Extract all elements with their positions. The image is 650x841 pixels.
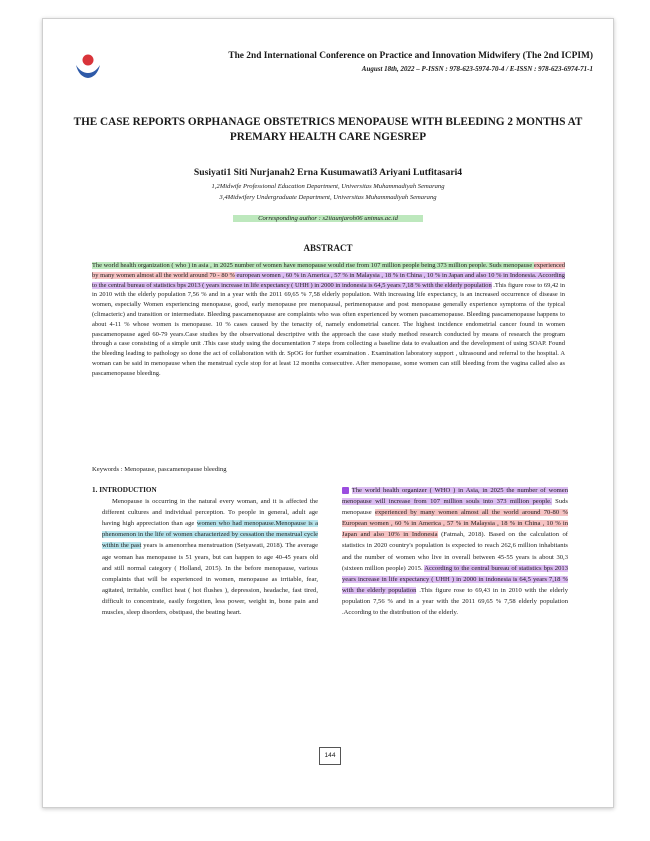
conference-title: The 2nd International Conference on Practice and Innovation Midwifery (The 2nd ICPIM) — [228, 51, 593, 61]
keywords: Keywords : Menopause, pascamenopause bleeding — [92, 466, 227, 473]
annotation-marker-icon[interactable] — [342, 487, 349, 494]
conference-header — [73, 49, 593, 101]
abstract-heading: ABSTRACT — [303, 243, 353, 253]
abstract-text-e: years increase in life expectancy ( UHH ) in 2000 in indonesia is 64,5 years 7,18 % with the elderly population — [205, 281, 492, 289]
affiliation-2: 3,4Midwifery Undergraduate Department, Universitas Muhammadiyah Semarang — [219, 194, 437, 201]
introduction-heading: 1. INTRODUCTION — [92, 486, 157, 494]
corresponding-author: Corresponding author : s2iiaunjaroh06 unimus.ac.id — [233, 215, 423, 222]
right-text-d: (Fatmah, 2018). Based on the calculation of statistics in 2020 country's population is expected to reach 262,6 million inhabitants and the number of women who live in overall between 45-55 years is about 30,3 (sixteen million people) 2015. — [342, 531, 569, 572]
right-text-a: The world health organizer ( WHO ) in Asia, in 2025 the number of women menopause will increase from 107 million souls into 373 million people. — [342, 487, 568, 506]
page-number: 144 — [319, 747, 341, 765]
intro-text-c: years is amenorrhea menstruation (Setyawati, 2018). The average age woman has menopause is 51 years, but can happen to age 40-45 years old and still normal category ( Holland, 2015). In the before menopause, various complaints that will be experienced in women, menopause as irritable, fear, agitated, irritable, conflict heat ( hot flushes ), depression, headache, fast tired, difficult to concentrate, easily forgotten, less power, weight in, bone pain and muscles, sleep disorders, obstipasi, the beating heart. — [102, 542, 318, 617]
right-column — [342, 485, 568, 618]
right-text-c: experienced by many women almost all the world around 70-80 % European women , 60 % in America , 57 % in Malaysia , 18 % in China , 10 % in Japan and also 10% in Indonesia — [342, 509, 568, 539]
affiliation-1: 1,2Midwife Professional Education Department, Universitas Muhammadiyah Semarang — [211, 183, 445, 190]
conference-meta: August 18th, 2022 – P-ISSN : 978-623-5974-70-4 / E-ISSN : 978-623-6974-71-1 — [361, 65, 593, 73]
paper-page — [42, 18, 614, 808]
abstract-text-d: According to the central bureau of statistics bps 2013 ( — [92, 271, 565, 289]
author-list: Susiyati1 Siti Nurjanah2 Erna Kusumawati3 Ariyani Lutfitasari4 — [193, 167, 463, 178]
intro-text-b: women who had menopause.Menopause is a phenomenon in the life of women characterized by cessation the menstrual cycle within the past — [102, 520, 318, 550]
conference-logo-icon — [73, 51, 103, 81]
abstract-text-b: experienced by many women almost all the world around 70 - 80 % — [92, 262, 565, 279]
right-text-e: According to the central bureau of statistics bps 2013 years increase in life expectancy ( UHH ) in 2000 in indonesia is 64,5 years 7,18 % with the elderly population — [342, 564, 568, 594]
right-text-b: Suds menopause — [342, 498, 568, 517]
intro-text-a: Menopause is occurring in the natural every woman, and it is affected the different cultures and individual perception. To people in general, adult age having high appreciation than age — [102, 498, 318, 528]
left-column — [92, 485, 318, 618]
abstract-text-c: european women , 60 % in America , 57 % in Malaysia , 18 % in China , 10 % in Japan and also 10 % in Indonesia. — [234, 271, 537, 279]
introduction-body — [92, 496, 318, 618]
abstract-text-f: .This figure rose to 69,42 in in 2010 with the elderly population 7,56 % and in a year with the 2011 69,65 % 7,58 elderly population. With increasing life expectancy, is an increased occurrence of disease in women, especially Women experiencing menopause, good, early menopause pre menopausal, perimenopause and post menopause generally experience symptoms of the typical (climacteric) and transition or intermediate. Bleeding pascamenopause are complaints who was often experienced by women pascamenopause. Bleeding pascamenopause happens to about 4-11 % whose women is menopause. 10 % cases caused by the tenacity of, namely endometrial cancer. The highest incidence endometrial cancer found in women pascamenopause aged 60-79 years.Case studies by the observational descriptive with the approach the case study method research conducted by means of research the program through a case consisting of a simple unit .This case study using the documentation 7 steps from collecting a baseline data to evaluation and the development of using SOAP. Found the bleeding leading to pathology so done the act of collaboration with dr. SpOG for further examination . Examination laboratory support , ultrasound and referral to the hospital. A woman can be said in menopause when the menstrual cycle stop for at least 12 months consecutive. After menopause, some women can still bleeding from the vagina called also as pascamenopause bleeding. — [92, 281, 565, 377]
abstract-body — [92, 261, 565, 379]
abstract-text-a: The world health organization ( who ) in asia , in 2025 number of women have menopause would rise from 107 million people being 373 million people. Suds menopause — [92, 262, 534, 269]
paper-title: THE CASE REPORTS ORPHANAGE OBSTETRICS MENOPAUSE WITH BLEEDING 2 MONTHS AT PREMARY HEALTH CARE NGESREP — [73, 116, 583, 143]
right-text-f: .This figure rose to 69,43 in in 2010 with the elderly population 7,56 % and in a year with the 2011 69,65 % 7,58 elderly population .According to the distribution of the elderly. — [342, 586, 569, 617]
